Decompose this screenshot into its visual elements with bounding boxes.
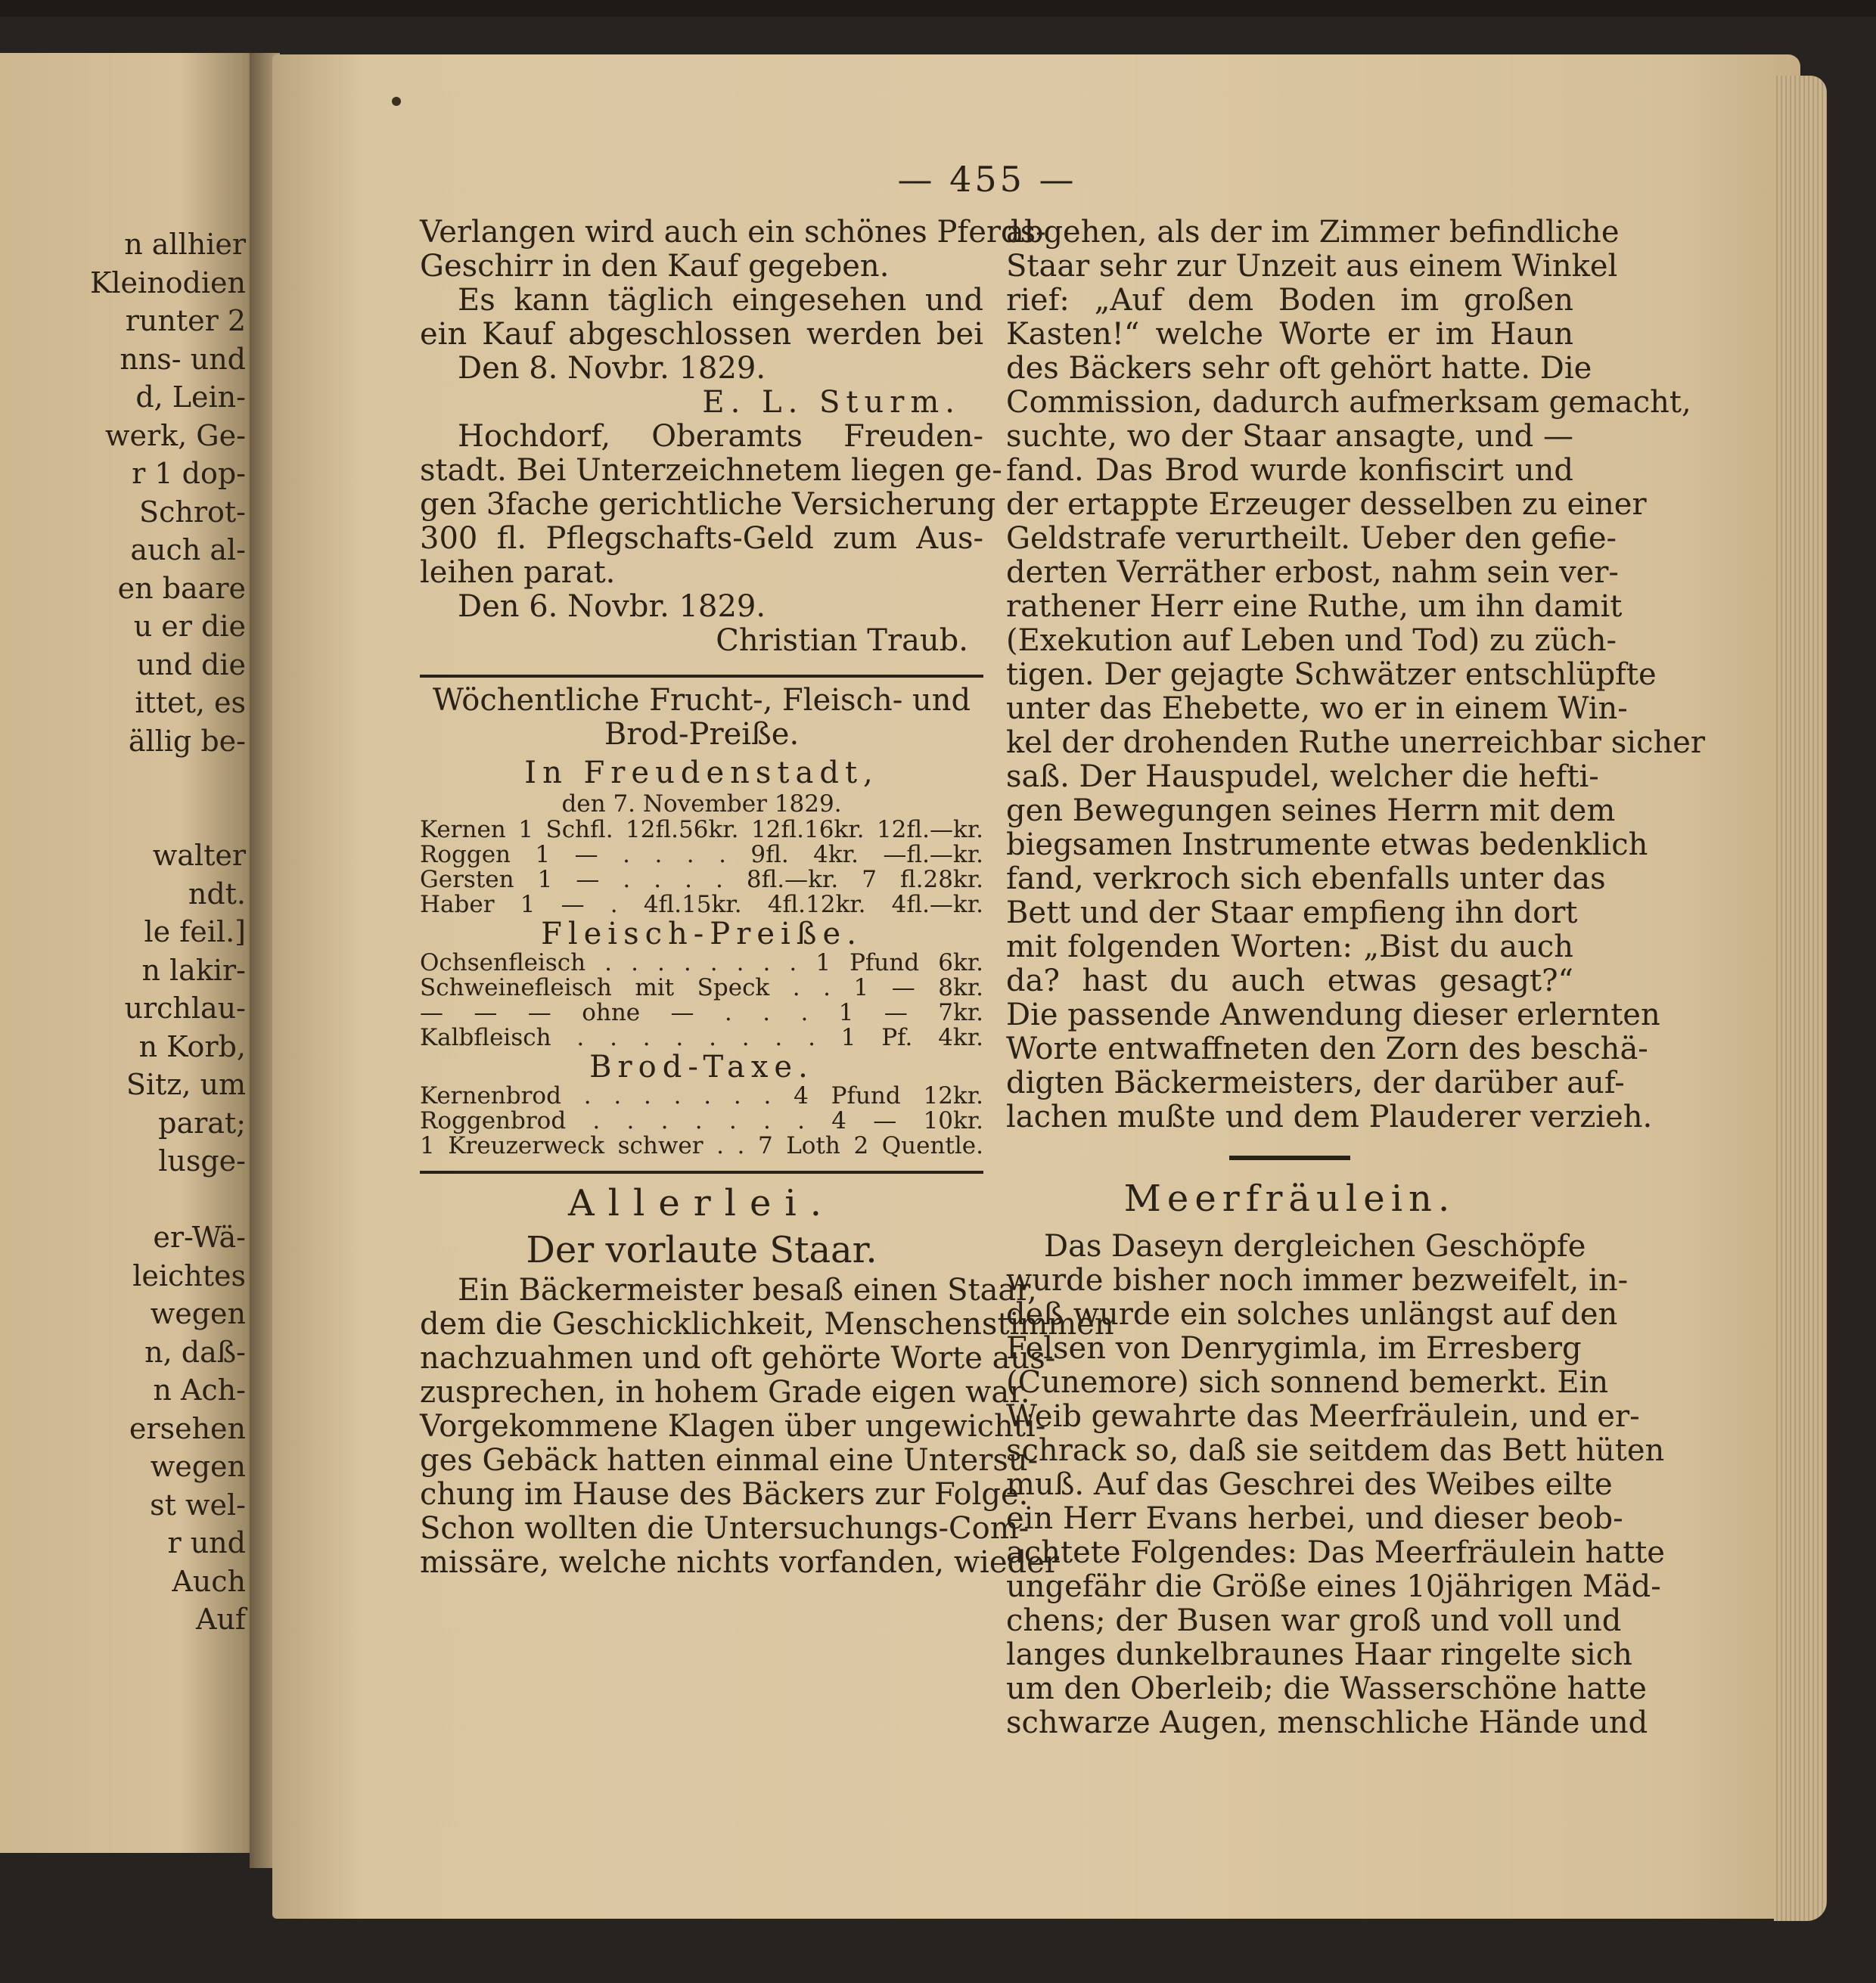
right-column [1006,215,1706,1740]
left-page-line: ällig be- [128,724,246,758]
left-page-line: lusge- [158,1144,246,1178]
text-line: saß. Der Hauspudel, welcher die hefti- [1006,759,1599,794]
text-line: achtete Folgendes: Das Meerfräulein hatte [1006,1535,1665,1570]
text-line: unter das Ehebette, wo er in einem Win- [1006,691,1628,726]
ad-signature: Christian Traub. [716,623,968,658]
ad-line: Verlangen wird auch ein schönes Pferds- [420,215,1046,250]
text-line: Weib gewahrte das Meerfräulein, und er- [1006,1399,1640,1434]
text-line: Felsen von Denrygimla, im Erresberg [1006,1331,1582,1366]
text-line: muß. Auf das Geschrei des Weibes eilte [1006,1467,1613,1502]
left-page-line: n Korb, [138,1029,246,1063]
text-line: rief: „Auf dem Boden im großen [1006,283,1573,318]
left-page-line: r 1 dop- [132,457,246,490]
page-number: — 455 — [897,159,1077,200]
text-line: wurde bisher noch immer bezweifelt, in- [1006,1263,1629,1298]
bread-title: Brod-Taxe. [589,1050,814,1085]
left-page-line: n allhier [124,228,246,261]
left-page-line: le feil.] [144,915,246,948]
left-page-line: ndt. [188,877,246,911]
text-line: fand, verkroch sich ebenfalls unter das [1006,861,1606,896]
text-line: Worte entwaffneten den Zorn des beschä- [1006,1032,1648,1066]
text-line: digten Bäckermeisters, der darüber auf- [1006,1066,1625,1100]
middle-column [420,215,1114,1580]
left-page-line: walter [152,839,246,872]
text-line: lachen mußte und dem Plauderer verzieh. [1006,1100,1653,1134]
text-line: Commission, dadurch aufmerksam gemacht, [1006,385,1691,420]
left-page-line: ersehen [129,1411,246,1445]
bread-row: Roggenbrod . . . . . . . 4 — 10kr. [420,1107,983,1134]
price-date: den 7. November 1829. [561,790,842,818]
grain-row: Haber 1 — . 4fl.15kr. 4fl.12kr. 4fl.—kr. [420,891,983,918]
text-line: mit folgenden Worten: „Bist du auch [1006,929,1573,964]
story-line: zusprechen, in hohem Grade eigen war. [420,1375,1030,1410]
left-page-line: r und [167,1526,246,1559]
left-page-line: nns- und [120,342,246,376]
text-line: abgehen, als der im Zimmer befindliche [1006,215,1620,250]
meat-price-table [420,951,983,1050]
top-edge [0,0,1876,17]
ad-line: Geschirr in den Kauf gegeben. [420,249,890,284]
story-title: Der vorlaute Staar. [526,1229,877,1271]
story-line: Ein Bäckermeister besaß einen Staar, [458,1273,1037,1308]
text-line: der ertappte Erzeuger desselben zu einer [1006,487,1647,522]
ad-line: Hochdorf, Oberamts Freuden- [458,419,983,454]
prices-title: Brod-Preiße. [604,717,800,752]
grain-row: Roggen 1 — . . . . 9fl. 4kr. —fl.—kr. [420,841,983,868]
left-page-line: parat; [158,1106,246,1140]
meat-row: Schweinefleisch mit Speck . . 1 — 8kr. [420,974,983,1001]
story-line: ges Gebäck hatten einmal eine Untersu- [420,1443,1039,1478]
text-line: schwarze Augen, menschliche Hände und [1006,1705,1648,1740]
left-page-line: urchlau- [124,991,246,1025]
left-page-line: d, Lein- [135,380,246,414]
ad-date: Den 6. Novbr. 1829. [458,589,766,624]
ad-signature: E. L. Sturm. [702,385,961,420]
text-line: Bett und der Staar empfieng ihn dort [1006,895,1578,930]
ad-line: ein Kauf abgeschlossen werden bei [420,317,983,352]
bread-row: 1 Kreuzerweck schwer . . 7 Loth 2 Quentle. [420,1132,983,1159]
left-page-line: n, daß- [144,1335,246,1369]
text-line: Geldstrafe verurtheilt. Ueber den gefie- [1006,521,1617,556]
section-rule [1229,1156,1350,1160]
story-line: missäre, welche nichts vorfanden, wieder [420,1545,1059,1580]
text-line: derten Verräther erbost, nahm sein ver- [1006,555,1619,590]
ink-dot [392,97,401,106]
left-page-line: n Ach- [153,1373,246,1407]
section-rule [420,675,983,678]
story-line: dem die Geschicklichkeit, Menschenstimmen [420,1307,1114,1342]
left-page-line: wegen [150,1297,246,1330]
text-line: biegsamen Instrumente etwas bedenklich [1006,827,1648,862]
meat-row: — — — ohne — . . . 1 — 7kr. [420,999,983,1026]
text-line: suchte, wo der Staar ansagte, und — [1006,419,1573,454]
section-rule [420,1171,983,1174]
text-line: um den Oberleib; die Wasserschöne hatte [1006,1671,1647,1706]
left-page-line: werk, Ge- [104,418,246,452]
left-page-line: leichtes [132,1258,246,1293]
left-page-line: n lakir- [141,953,246,987]
left-page-line: en baare [117,571,246,605]
ad-line: leihen parat. [420,555,616,590]
text-line: fand. Das Brod wurde konfiscirt und [1006,453,1573,488]
left-page-line: Kleinodien [90,265,246,299]
ad-line: 300 fl. Pflegschafts-Geld zum Aus- [420,521,983,556]
page-edges [1774,76,1827,1921]
text-line: kel der drohenden Ruthe unerreichbar sicher [1006,725,1706,760]
grain-row: Kernen 1 Schfl. 12fl.56kr. 12fl.16kr. 12fl.—kr. [420,816,983,843]
meat-title: Fleisch-Preiße. [541,917,862,951]
story-line: nachzuahmen und oft gehörte Worte aus- [420,1341,1056,1376]
grain-row: Gersten 1 — . . . . 8fl.—kr. 7 fl.28kr. [420,866,983,893]
text-line: ungefähr die Größe eines 10jährigen Mäd- [1006,1569,1661,1604]
ad-date: Den 8. Novbr. 1829. [458,351,766,386]
ad-line: stadt. Bei Unterzeichnetem liegen ge- [420,453,1002,488]
text-line: rathener Herr eine Ruthe, um ihn damit [1006,589,1623,624]
meat-row: Kalbfleisch . . . . . . . . 1 Pf. 4kr. [420,1024,983,1051]
text-line: tigen. Der gejagte Schwätzer entschlüpfte [1006,657,1657,692]
text-line: Die passende Anwendung dieser erlernten [1006,998,1660,1032]
text-line: langes dunkelbraunes Haar ringelte sich [1006,1637,1632,1672]
prices-title: Wöchentliche Frucht-, Fleisch- und [432,683,971,718]
left-page-line: wegen [150,1450,246,1483]
story-line: Schon wollten die Untersuchungs-Com- [420,1511,1030,1546]
city-heading: In Freudenstadt, [524,756,879,790]
left-page-line: runter 2 [125,304,246,337]
left-page-line: ittet, es [135,686,246,719]
text-line: (Cunemore) sich sonnend bemerkt. Ein [1006,1365,1609,1400]
bread-row: Kernenbrod . . . . . . . 4 Pfund 12kr. [420,1082,983,1109]
left-page-line: st wel- [150,1488,246,1522]
left-page-line: u er die [133,610,246,643]
text-line: gen Bewegungen seines Herrn mit dem [1006,793,1616,828]
story-line: Vorgekommene Klagen über ungewichti- [420,1409,1046,1444]
mermaid-title: Meerfräulein. [1123,1178,1456,1220]
text-line: schrack so, daß sie seitdem das Bett hüten [1006,1433,1665,1468]
text-line: Staar sehr zur Unzeit aus einem Winkel [1006,249,1618,284]
bread-price-table [420,1084,983,1159]
left-page-line: und die [136,647,246,681]
ad-line: gen 3fache gerichtliche Versicherung [420,487,996,522]
text-line: deß wurde ein solches unlängst auf den [1006,1297,1618,1332]
left-page-line: auch al- [130,533,246,566]
meat-row: Ochsenfleisch . . . . . . . . 1 Pfund 6kr. [420,949,983,976]
allerlei-heading: Allerlei. [567,1182,836,1224]
left-page-line: Auch [172,1564,246,1598]
text-line: chens; der Busen war groß und voll und [1006,1603,1622,1638]
text-line: des Bäckers sehr oft gehört hatte. Die [1006,351,1592,386]
left-page-line: er-Wä- [153,1221,246,1254]
grain-price-table [420,818,983,917]
text-line: (Exekution auf Leben und Tod) zu züch- [1006,623,1617,658]
left-page-line: Auf [196,1603,246,1636]
text-line: ein Herr Evans herbei, und dieser beob- [1006,1501,1623,1536]
left-page-line: Sitz, um [126,1068,246,1101]
text-line: da? hast du auch etwas gesagt?“ [1006,964,1573,998]
left-page-line: Schrot- [139,495,246,529]
ad-line: Es kann täglich eingesehen und [458,283,983,318]
story-line: chung im Hause des Bäckers zur Folge. [420,1477,1029,1512]
text-line: Kasten!“ welche Worte er im Haun [1006,317,1573,352]
text-line: Das Daseyn dergleichen Geschöpfe [1044,1229,1586,1264]
